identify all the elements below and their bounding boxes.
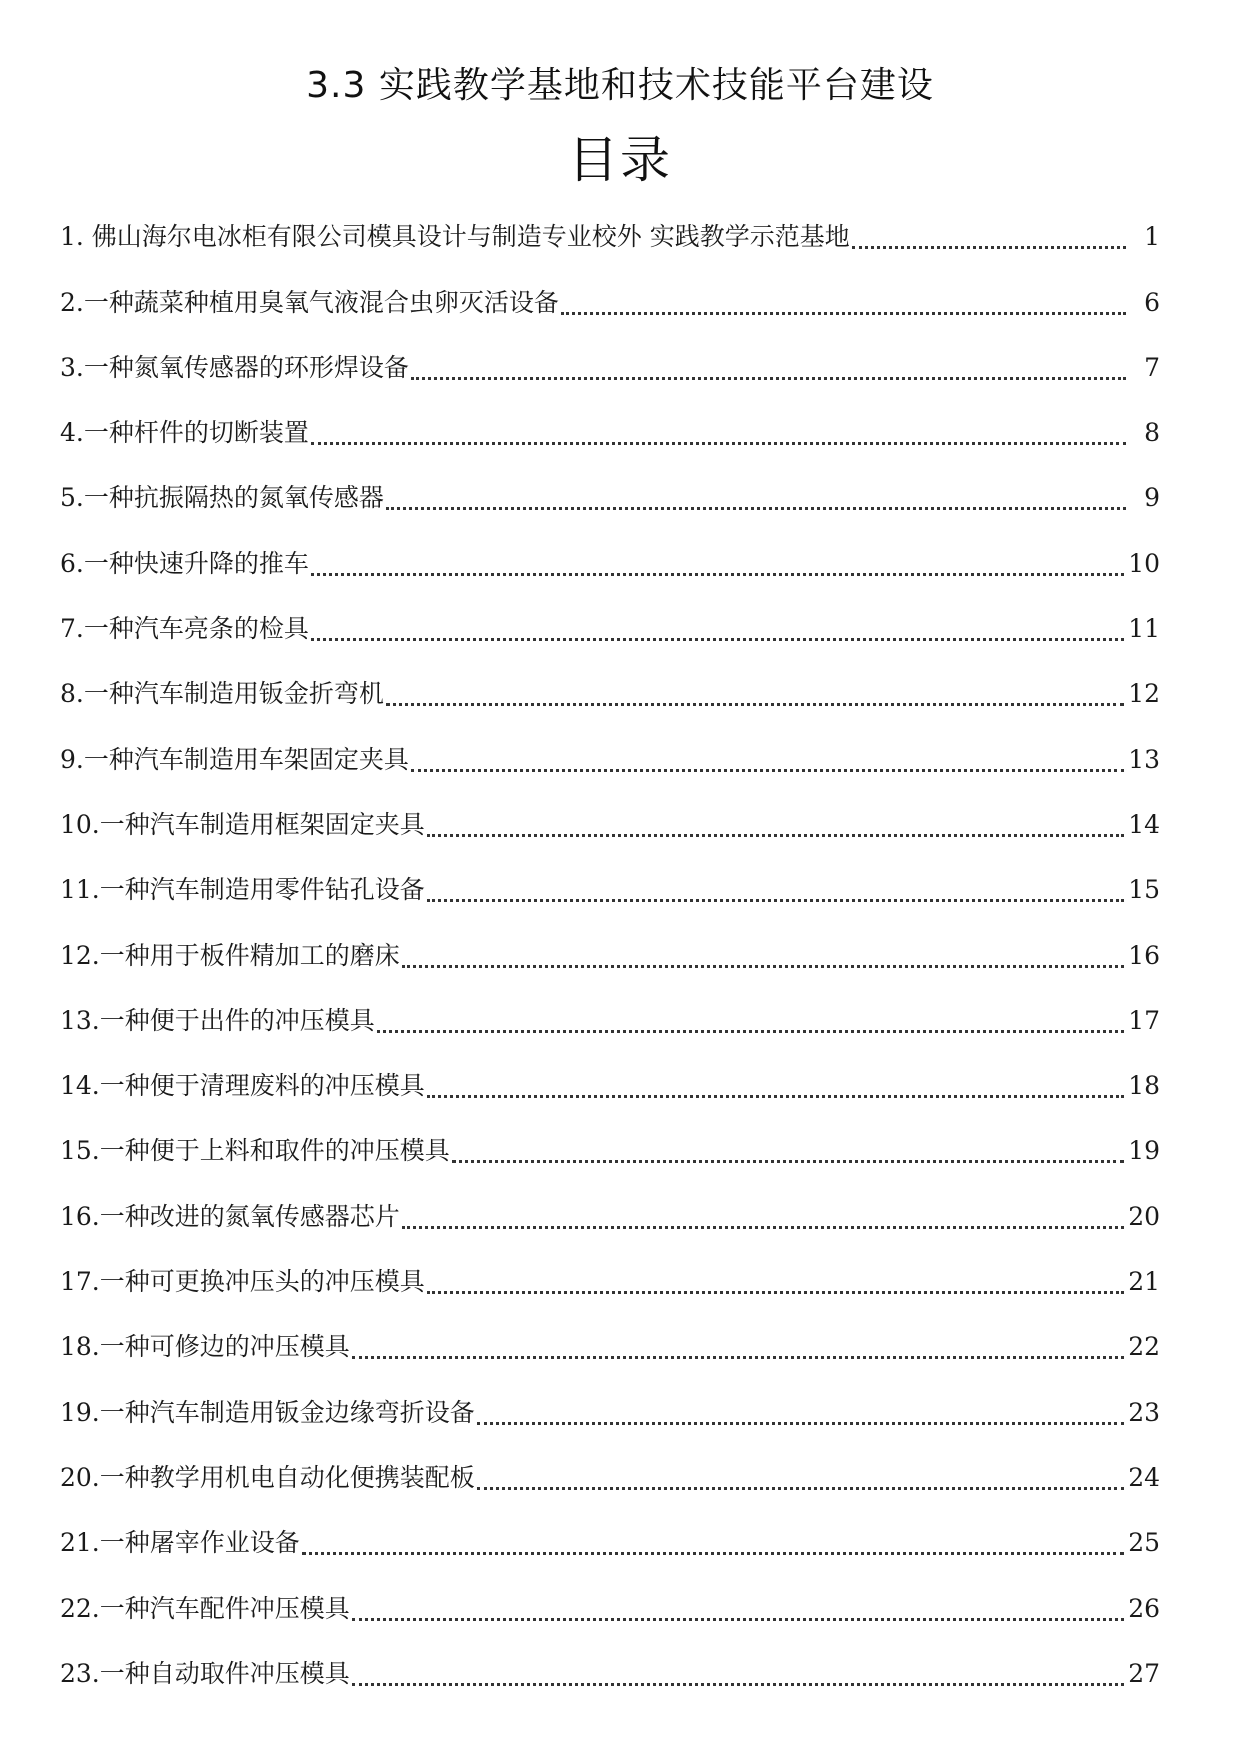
dot-leader [561, 312, 1126, 315]
toc-entry-page: 10 [1128, 548, 1160, 578]
toc-entry-label: 11.一种汽车制造用零件钻孔设备 [60, 875, 425, 905]
toc-entry-4[interactable] [60, 394, 1160, 459]
dot-leader [311, 638, 1124, 641]
dot-leader [411, 377, 1126, 380]
toc-entry-page: 19 [1128, 1136, 1160, 1166]
table-of-contents [60, 198, 1160, 1700]
toc-entry-6[interactable] [60, 524, 1160, 589]
toc-entry-page: 25 [1128, 1528, 1160, 1558]
toc-entry-page: 22 [1128, 1332, 1160, 1362]
dot-leader [302, 1552, 1124, 1555]
toc-entry-page: 11 [1128, 614, 1160, 644]
toc-entry-page: 14 [1128, 809, 1160, 839]
toc-entry-label: 8.一种汽车制造用钣金折弯机 [60, 679, 384, 709]
dot-leader [852, 246, 1126, 249]
dot-leader [386, 703, 1124, 706]
toc-entry-page: 16 [1128, 940, 1160, 970]
toc-entry-page: 18 [1128, 1071, 1160, 1101]
toc-entry-page: 24 [1128, 1462, 1160, 1492]
dot-leader [427, 899, 1124, 902]
dot-leader [477, 1487, 1124, 1490]
toc-entry-8[interactable] [60, 655, 1160, 720]
toc-entry-label: 9.一种汽车制造用车架固定夹具 [60, 744, 409, 774]
toc-entry-9[interactable] [60, 720, 1160, 785]
toc-entry-label: 17.一种可更换冲压头的冲压模具 [60, 1267, 425, 1297]
toc-entry-label: 13.一种便于出件的冲压模具 [60, 1005, 375, 1035]
toc-entry-page: 15 [1128, 875, 1160, 905]
dot-leader [477, 1422, 1124, 1425]
dot-leader [352, 1356, 1124, 1359]
toc-entry-22[interactable] [60, 1569, 1160, 1634]
toc-entry-12[interactable] [60, 916, 1160, 981]
dot-leader [352, 1618, 1124, 1621]
dot-leader [402, 1226, 1124, 1229]
toc-entry-label: 20.一种教学用机电自动化便携装配板 [60, 1462, 475, 1492]
toc-entry-23[interactable] [60, 1635, 1160, 1700]
toc-entry-page: 13 [1128, 744, 1160, 774]
toc-entry-page: 1 [1144, 222, 1160, 252]
toc-entry-19[interactable] [60, 1373, 1160, 1438]
toc-entry-5[interactable] [60, 459, 1160, 524]
toc-entry-14[interactable] [60, 1047, 1160, 1112]
toc-entry-page: 26 [1128, 1593, 1160, 1623]
toc-entry-page: 12 [1128, 679, 1160, 709]
dot-leader [352, 1683, 1124, 1686]
toc-entry-page: 21 [1128, 1267, 1160, 1297]
toc-entry-label: 3.一种氮氧传感器的环形焊设备 [60, 352, 409, 382]
dot-leader [411, 769, 1124, 772]
dot-leader [452, 1160, 1124, 1163]
toc-entry-label: 16.一种改进的氮氧传感器芯片 [60, 1201, 400, 1231]
toc-entry-label: 12.一种用于板件精加工的磨床 [60, 940, 400, 970]
toc-entry-2[interactable] [60, 263, 1160, 328]
toc-entry-label: 10.一种汽车制造用框架固定夹具 [60, 809, 425, 839]
toc-entry-label: 6.一种快速升降的推车 [60, 548, 309, 578]
toc-entry-13[interactable] [60, 982, 1160, 1047]
toc-entry-page: 17 [1128, 1005, 1160, 1035]
dot-leader [377, 1030, 1124, 1033]
toc-entry-page: 20 [1128, 1201, 1160, 1231]
toc-entry-10[interactable] [60, 786, 1160, 851]
toc-entry-11[interactable] [60, 851, 1160, 916]
toc-entry-21[interactable] [60, 1504, 1160, 1569]
page-title: 目录 [568, 131, 672, 189]
toc-entry-label: 15.一种便于上料和取件的冲压模具 [60, 1136, 450, 1166]
toc-entry-label: 19.一种汽车制造用钣金边缘弯折设备 [60, 1397, 475, 1427]
toc-entry-15[interactable] [60, 1112, 1160, 1177]
toc-entry-16[interactable] [60, 1177, 1160, 1242]
toc-entry-page: 23 [1128, 1397, 1160, 1427]
toc-entry-label: 18.一种可修边的冲压模具 [60, 1332, 350, 1362]
toc-entry-page: 8 [1144, 418, 1160, 448]
toc-entry-17[interactable] [60, 1243, 1160, 1308]
toc-entry-label: 23.一种自动取件冲压模具 [60, 1658, 350, 1688]
dot-leader [311, 573, 1124, 576]
toc-entry-label: 14.一种便于清理废料的冲压模具 [60, 1071, 425, 1101]
dot-leader [427, 1291, 1124, 1294]
toc-entry-7[interactable] [60, 590, 1160, 655]
toc-entry-label: 4.一种杆件的切断装置 [60, 418, 309, 448]
dot-leader [427, 1095, 1124, 1098]
toc-entry-page: 6 [1144, 287, 1160, 317]
toc-entry-label: 22.一种汽车配件冲压模具 [60, 1593, 350, 1623]
toc-entry-page: 7 [1144, 352, 1160, 382]
dot-leader [311, 442, 1126, 445]
toc-entry-label: 7.一种汽车亮条的检具 [60, 614, 309, 644]
dot-leader [427, 834, 1124, 837]
dot-leader [402, 965, 1124, 968]
toc-entry-label: 1. 佛山海尔电冰柜有限公司模具设计与制造专业校外 实践教学示范基地 [60, 222, 850, 252]
toc-entry-page: 27 [1128, 1658, 1160, 1688]
section-heading: 3.3 实践教学基地和技术技能平台建设 [306, 65, 934, 106]
toc-entry-label: 2.一种蔬菜种植用臭氧气液混合虫卵灭活设备 [60, 287, 559, 317]
dot-leader [386, 507, 1126, 510]
toc-entry-label: 5.一种抗振隔热的氮氧传感器 [60, 483, 384, 513]
toc-entry-1[interactable] [60, 198, 1160, 263]
toc-entry-page: 9 [1144, 483, 1160, 513]
toc-entry-3[interactable] [60, 329, 1160, 394]
toc-entry-label: 21.一种屠宰作业设备 [60, 1528, 300, 1558]
toc-entry-20[interactable] [60, 1439, 1160, 1504]
toc-entry-18[interactable] [60, 1308, 1160, 1373]
